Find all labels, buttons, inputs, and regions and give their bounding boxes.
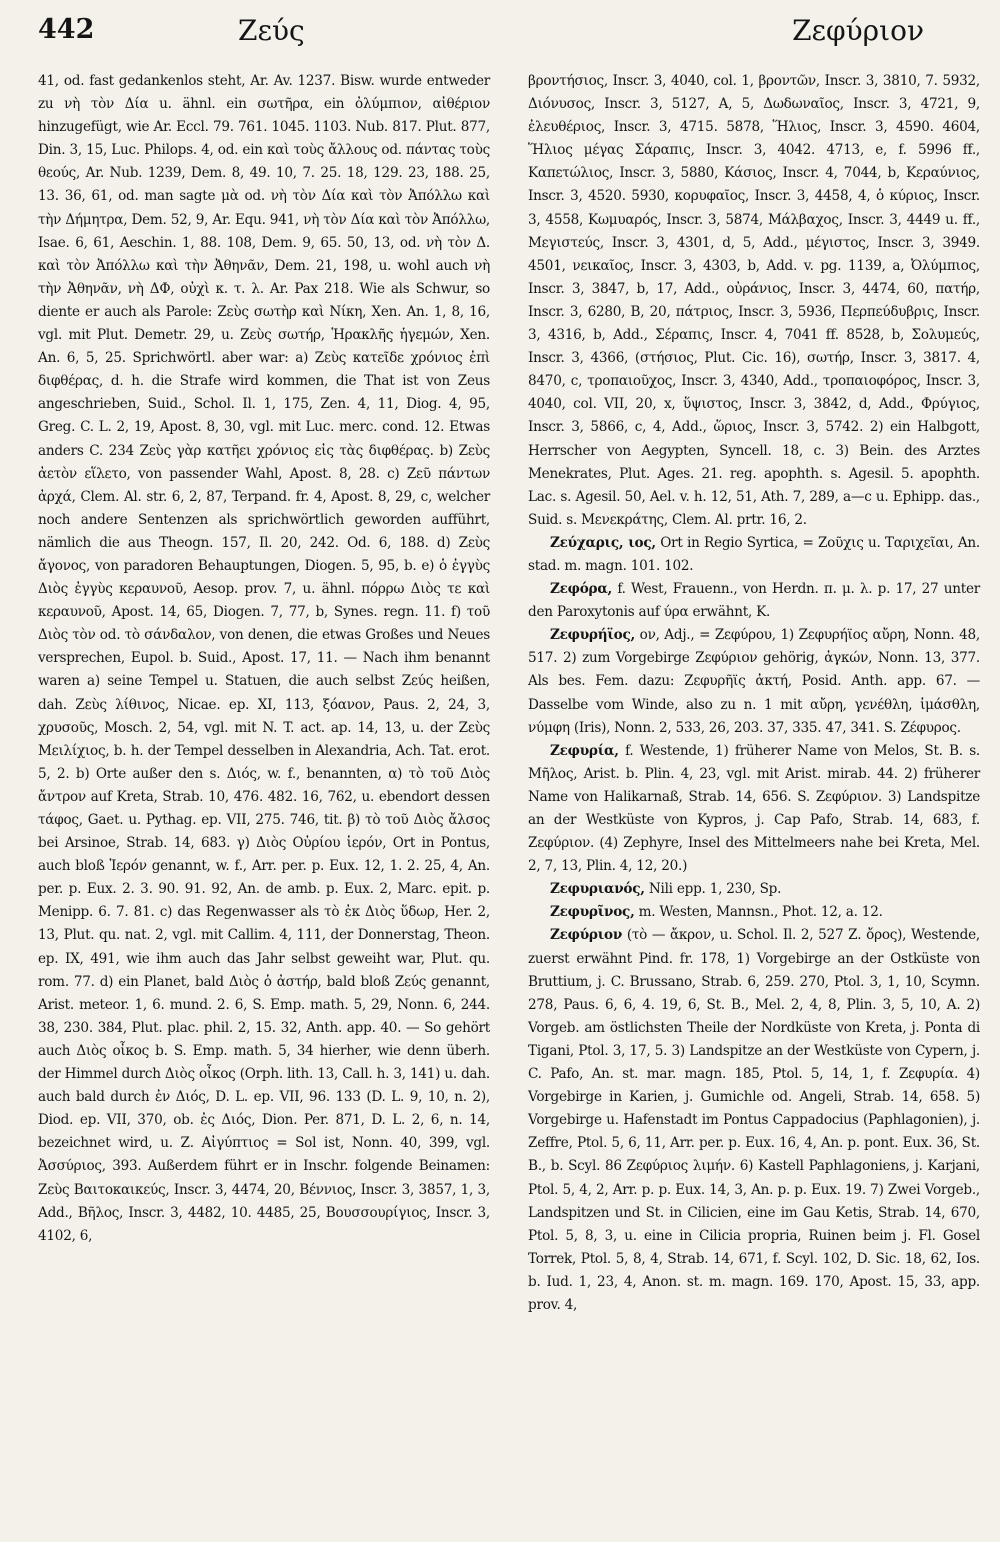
entry-lemma: Ζεύχαρις, ιος,	[550, 534, 656, 551]
entry-text: f. Westende, 1) früherer Name von Melos, St. B. s. Μῆλος, Arist. b. Plin. 4, 23, vgl. mit Arist. mirab. 44. 2) früherer Name von Halikarnaß, Strab. 14, 656. S. Ζεφύριον. 3) Landspitze an der Westküste von Kypros, j. Cap Pafo, Strab. 14, 683, f. Ζεφύριον. (4) Zephyre, Insel des Mittelmeers nahe bei Kreta, Mel. 2, 7, 13, Plin. 4, 12, 20.)	[528, 742, 980, 875]
entry-zephyrianos	[528, 878, 980, 901]
entry-lemma: Ζεφύριον	[550, 927, 623, 944]
entry-text: (τὸ — ἄκρον, u. Schol. Il. 2, 527 Ζ. ὄρος), Westende, zuerst erwähnt Pind. fr. 178, 1) Vorgebirge an der Ostküste von Bruttium, j. C. Brussano, Strab. 6, 259. 270, Ptol. 3, 1, 10, Scymn. 278, Paus. 6, 6, 4. 19, 6, St. B., Mel. 2, 4, 8, Plin. 3, 5, 10, A. 2) Vorgeb. am östlichsten Theile der Nordküste von Kreta, j. Ponta di Tigani, Ptol. 3, 17, 5. 3) Landspitze an der Westküste von Cypern, j. C. Pafo, An. st. mar. magn. 185, Ptol. 5, 14, 1, f. Ζεφυρία. 4) Vorgebirge in Karien, j. Gumichle od. Angeli, Strab. 14, 658. 5) Vorgebirge u. Hafenstadt im Pontus Cappadocius (Paphlagonien), j. Zeffre, Ptol. 5, 6, 11, Arr. per. p. Eux. 16, 4, An. p. pont. Eux. 36, St. B., b. Scyl. 86 Ζεφύριος λιμήν. 6) Kastell Paphlagoniens, j. Karjani, Ptol. 5, 4, 2, Arr. p. p. Eux. 14, 3, An. p. p. Eux. 19. 7) Zwei Vorgeb., Landspitzen und St. in Cilicien, eine im Gau Ketis, Strab. 14, 670, Ptol. 5, 8, 3, u. eine in Cilicia propria, Ruinen beim j. Fl. Gosel Torrek, Ptol. 5, 8, 4, Strab. 14, 671, f. Scyl. 102, D. Sic. 18, 62, Ios. b. Iud. 1, 23, 4, Anon. st. m. magn. 169. 170, Apost. 15, 33, app. prov. 4,	[528, 927, 980, 1313]
headword-right: Ζεφύριον	[792, 14, 924, 47]
entry-zephyreios	[528, 624, 980, 739]
entry-lemma: Ζεφυρία,	[550, 742, 619, 759]
entry-continuation: 41, od. fast gedankenlos steht, Ar. Av. 1237. Bisw. wurde entweder zu νὴ τὸν Δία u. ähnl. ein σωτῆρα, ein ὀλύμπιον, αἰθέριον hinzugefügt, wie Ar. Eccl. 79. 761. 1045. 1103. Nub. 817. Plut. 877, Din. 3, 15, Luc. Philops. 4, od. ein καὶ τοὺς ἄλλους od. πάντας τοὺς θεούς, Ar. Nub. 1239, Dem. 8, 49. 10, 7. 25. 18, 129. 23, 188. 25, 13. 36, 61, od. man sagte μὰ od. νὴ τὸν Δία καὶ τὸν Ἀπόλλω καὶ τὴν Δήμητρα, Dem. 52, 9, Ar. Equ. 941, νὴ τὸν Δία καὶ τὸν Ἀπόλλω, Isae. 6, 61, Aeschin. 1, 88. 108, Dem. 9, 65. 50, 13, od. νὴ τὸν Δ. καὶ τὸν Ἀπόλλω καὶ τὴν Ἀθηνᾶν, Dem. 21, 198, u. wohl auch νὴ τὴν Ἀθηνᾶν, νὴ ΔΦ, οὐχὶ κ. τ. λ. Ar. Pax 218. Wie als Schwur, so diente er auch als Parole: Ζεὺς σωτὴρ καὶ Νίκη, Xen. An. 1, 8, 16, vgl. mit Plut. Demetr. 29, u. Ζεὺς σωτήρ, Ἡρακλῆς ἡγεμών, Xen. An. 6, 5, 25. Sprichwörtl. aber war: a) Ζεὺς κατεῖδε χρόνιος ἐπὶ διφθέρας, d. h. die Strafe wird kommen, die That ist von Zeus angeschrieben, Suid., Schol. Il. 1, 175, Zen. 4, 11, Diog. 4, 95, Greg. C. L. 2, 19, Apost. 8, 30, vgl. mit Luc. merc. cond. 12. Etwas anders C. 234 Ζεὺς γὰρ κατῆει χρόνιος εἰς τὰς διφθέρας. b) Ζεὺς ἀετὸν εἵλετο, von passender Wahl, Apost. 8, 28. c) Ζεῦ πάντων ἀρχά, Clem. Al. str. 6, 2, 87, Terpand. fr. 4, Apost. 8, 29, c, welcher noch andere Sentenzen als sprichwörtlich geworden aufführt, nämlich die aus Theogn. 157, Il. 20, 242. Od. 6, 188. d) Ζεὺς ἄγονος, von paradoren Behauptungen, Diogen. 5, 95, b. e) ὁ ἐγγὺς Διὸς ἐγγὺς κεραυνοῦ, Aesop. prov. 7, u. ähnl. πόρρω Διὸς τε καὶ κεραυνοῦ, Apost. 14, 65, Diogen. 7, 77, b, Synes. regn. 11. f) τοῦ Διὸς τὸν od. τὸ σάνδαλον, von denen, die etwas Großes und Neues versprechen, Eupol. b. Suid., Apost. 17, 11. — Nach ihm benannt waren a) seine Tempel u. Statuen, die auch selbst Ζεύς heißen, dah. Ζεὺς λίθινος, Nicae. ep. XI, 113, ξόανον, Paus. 2, 24, 3, χρυσοῦς, Mosch. 2, 54, vgl. mit N. T. act. ap. 14, 13, u. der Ζεὺς Μειλίχιος, b. h. der Tempel desselben in Alexandria, Ach. Tat. erot. 5, 2. b) Orte außer den s. Διός, w. f., benannten, α) τὸ τοῦ Διὸς ἄντρον auf Kreta, Strab. 10, 476. 482. 16, 762, u. ebendort dessen τάφος, Gaet. u. Pythag. ep. VII, 275. 746, tit. β) τὸ τοῦ Διὸς ἄλσος bei Arsinoe, Strab. 14, 683. γ) Διὸς Οὐρίου ἱερόν, Ort in Pontus, auch bloß Ἱερόν genannt, w. f., Arr. per. p. Eux. 12, 1. 2. 25, 4, An. per. p. Eux. 2. 3. 90. 91. 92, An. de amb. p. Eux. 2, Marc. epit. p. Menipp. 6. 7. 81. c) das Regenwasser als τὸ ἐκ Διὸς ὕδωρ, Her. 2, 13, Plut. qu. nat. 2, vgl. mit Callim. 4, 111, der Donnerstag, Theon. ep. IX, 491, wie ihm auch das Jahr selbst geweiht war, Plut. qu. rom. 77. d) ein Planet, bald Διὸς ὁ ἀστήρ, bald bloß Ζεύς genannt, Arist. meteor. 1, 6. mund. 2. 6, S. Emp. math. 5, 29, Nonn. 6, 244. 38, 230. 384, Plut. plac. phil. 2, 15. 32, Anth. app. 40. — So gehört auch Διὸς οἶκος b. S. Emp. math. 5, 34 hierher, wie denn überh. der Himmel durch Διὸς οἶκος (Orph. lith. 13, Call. h. 3, 141) u. dah. auch bald durch ἐν Διός, D. L. ep. VII, 96. 133 (D. L. 9, 10, n. 2), Diod. ep. VII, 370, ob. ἐς Διός, Dion. Per. 871, D. L. 2, 6, n. 14, bezeichnet wird, u. Ζ. Αἰγύπτιος = Sol ist, Nonn. 40, 399, vgl. Ἀσσύριος, 393. Außerdem führt er in Inschr. folgende Beinamen: Ζεὺς Βαιτοκαικεύς, Inscr. 3, 4474, 20, Βέννιος, Inscr. 3, 3857, 1, 3, Add., Βῆλος, Inscr. 3, 4482, 10. 4485, 25, Βουσσουρίγιος, Inscr. 3, 4102, 6,	[38, 73, 490, 1244]
right-column	[528, 70, 980, 1317]
entry-zephyrion	[528, 924, 980, 1317]
entry-text: f. West, Frauenn., von Herdn. π. μ. λ. p. 17, 27 unter den Paroxytonis auf ύρα erwähnt, K.	[528, 581, 981, 621]
entry-lemma: Ζεφυριανός,	[550, 881, 645, 898]
entry-text: ον, Adj., = Ζεφύρου, 1) Ζεφυρήϊος αὔρη, Nonn. 48, 517. 2) zum Vorgebirge Ζεφύριον gehörig, ἀγκών, Nonn. 13, 377. Als bes. Fem. dazu: Ζεφυρῆϊς ἀκτή, Posid. Anth. app. 67. — Dasselbe vom Winde, also zu n. 1 mit αὔρη, γενέθλη, ἱμάσθλη, νύμφη (Iris), Nonn. 2, 533, 26, 203. 37, 335. 47, 341. S. Ζέφυρος.	[528, 627, 980, 736]
entry-text: Nili epp. 1, 230, Sp.	[648, 881, 782, 898]
entry-zeucharis	[528, 532, 980, 578]
entry-zeus-end	[528, 70, 980, 532]
page-header	[38, 14, 964, 56]
entry-lemma: Ζεφόρα,	[550, 581, 613, 598]
entry-text: Ort in Regio Syrtica, = Ζοῦχις u. Ταριχεῖαι, An. stad. m. magn. 101. 102.	[528, 534, 980, 574]
entry-lemma: Ζεφυρῖνος,	[550, 904, 635, 921]
left-column	[38, 70, 490, 1248]
page-number: 442	[38, 14, 95, 45]
entry-zephora	[528, 578, 980, 624]
entry-text: m. Westen, Mannsn., Phot. 12, a. 12.	[638, 904, 883, 921]
entry-zephyrinos	[528, 901, 980, 924]
entry-lemma: Ζεφυρήϊος,	[550, 627, 635, 644]
headword-left: Ζεύς	[238, 14, 305, 47]
entry-text: βροντήσιος, Inscr. 3, 4040, col. 1, βροντῶν, Inscr. 3, 3810, 7. 5932, Διόνυσος, Inscr. 3, 5127, A, 5, Δωδωναῖος, Inscr. 3, 4721, 9, ἐλευθέριος, Inscr. 3, 4715. 5878, Ἥλιος, Inscr. 3, 4590. 4604, Ἥλιος μέγας Σάραπις, Inscr. 3, 4042. 4713, e, f. 5996 ff., Καπετώλιος, Inscr. 3, 5880, Κάσιος, Inscr. 4, 7044, b, Κεραύνιος, Inscr. 3, 4520. 5930, κορυφαῖος, Inscr. 3, 4458, 4, ὁ κύριος, Inscr. 3, 4558, Κωμυαρός, Inscr. 3, 5874, Μάλβαχος, Inscr. 3, 4449 u. ff., Μεγιστεύς, Inscr. 3, 4301, d, 5, Add., μέγιστος, Inscr. 3, 3949. 4501, νεικαῖος, Inscr. 3, 4303, b, Add. v. pg. 1139, a, Ὀλύμπιος, Inscr. 3, 3847, b, 17, Add., οὐράνιος, Inscr. 3, 4474, 60, πατήρ, Inscr. 3, 6280, B, 20, πάτριος, Inscr. 3, 5936, Περπεύδυβρις, Inscr. 3, 4316, b, Add., Σέραπις, Inscr. 4, 7041 ff. 8528, b, Σολυμεύς, Inscr. 3, 4366, (στήσιος, Plut. Cic. 16), σωτήρ, Inscr. 3, 3817. 4, 8470, c, τροπαιοῦχος, Inscr. 3, 4340, Add., τροπαιοφόρος, Inscr. 3, 4040, col. VII, 20, x, ὕψιστος, Inscr. 3, 3842, d, Add., Φρύγιος, Inscr. 3, 5866, c, 4, Add., ὥριος, Inscr. 3, 5742. 2) ein Halbgott, Herrscher von Aegypten, Syncell. 18, c. 3) Bein. des Arztes Menekrates, Plut. Ages. 21. reg. apophth. s. Agesil. 5. apophth. Lac. s. Agesil. 50, Ael. v. h. 12, 51, Ath. 7, 289, a—c u. Ephipp. das., Suid. s. Μενεκράτης, Clem. Al. prtr. 16, 2.	[528, 73, 980, 528]
entry-zephyria	[528, 740, 980, 879]
